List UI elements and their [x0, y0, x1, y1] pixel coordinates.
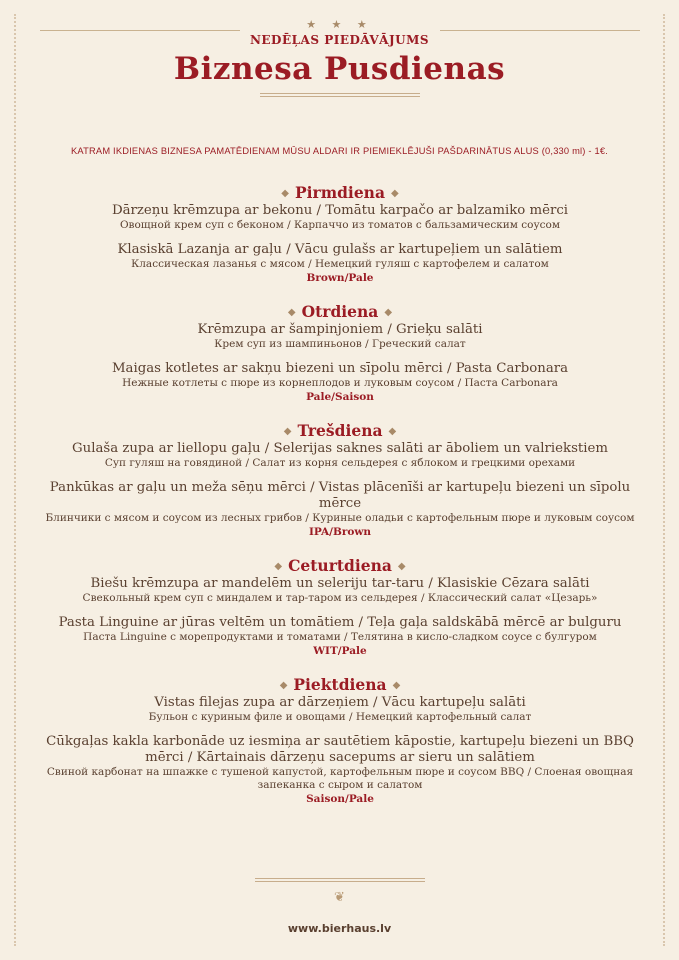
dish-name-latvian: Pasta Linguine ar jūras veltēm un tomātiem / Teļa gaļa saldskābā mērcē ar bulguru — [58, 615, 622, 630]
dish-item — [40, 322, 640, 351]
dish-name-russian: Классическая лазанья с мясом / Немецкий гуляш с картофелем и салатом — [131, 258, 549, 270]
beer-pairing: IPA/Brown — [308, 526, 372, 538]
dish-item — [40, 576, 640, 605]
diamond-ornament-icon: ◆ — [391, 188, 399, 199]
day-section — [40, 184, 640, 285]
dish-item — [40, 203, 640, 232]
website-link[interactable]: www.bierhaus.lv — [287, 922, 392, 935]
day-name: Trešdiena — [297, 421, 383, 440]
dish-item — [40, 615, 640, 658]
dish-name-latvian: Klasiskā Lazanja ar gaļu / Vācu gulašs ar kartupeļiem un salātiem — [117, 242, 563, 257]
dish-item — [40, 734, 640, 806]
dish-name-latvian: Biešu krēmzupa ar mandelēm un seleriju tar-taru / Klasiskie Cēzara salāti — [90, 576, 590, 591]
day-name: Ceturtdiena — [288, 556, 392, 575]
dish-name-russian: Овощной крем суп с беконом / Карпаччо из томатов с бальзамическим соусом — [119, 219, 561, 231]
dish-name-latvian: Dārzeņu krēmzupa ar bekonu / Tomātu karpačo ar balzamiko mērci — [111, 203, 569, 218]
day-name: Otrdiena — [301, 302, 379, 321]
menu-title: Biznesa Pusdienas — [173, 51, 506, 87]
footer-divider — [255, 878, 425, 882]
day-name: Pirmdiena — [294, 183, 385, 202]
beer-offer-notice: KATRAM IKDIENAS BIZNESA PAMATĒDIENAM MŪSU ALDARI IR PIEMIEKLĒJUŠI PAŠDARINĀTUS ALUS (0,330 ml) - 1€. — [71, 146, 608, 156]
day-section — [40, 303, 640, 404]
title-divider — [260, 93, 420, 97]
beer-pairing: WIT/Pale — [313, 645, 367, 657]
dish-item — [40, 242, 640, 285]
day-title — [40, 676, 640, 695]
dish-name-latvian: Krēmzupa ar šampinjoniem / Grieķu salāti — [197, 322, 483, 337]
dish-name-russian: Суп гуляш на говядиной / Салат из корня сельдерея с яблоком и грецкими орехами — [104, 457, 576, 469]
dish-name-russian: Нежные котлеты с пюре из корнеплодов и луковым соусом / Паста Carbonara — [122, 377, 558, 389]
dish-name-latvian: Vistas filejas zupa ar dārzeņiem / Vācu kartupeļu salāti — [154, 695, 526, 710]
day-name: Piektdiena — [293, 675, 387, 694]
weekly-menu — [40, 184, 640, 824]
diamond-ornament-icon: ◆ — [283, 426, 292, 437]
diamond-ornament-icon: ◆ — [384, 307, 393, 318]
day-title — [40, 184, 640, 203]
dish-name-latvian: Maigas kotletes ar sakņu biezeni un sīpolu mērci / Pasta Carbonara — [111, 361, 569, 376]
dish-name-russian: Свиной карбонат на шпажке с тушеной капустой, картофельным пюре и соусом BBQ / Слоеная овощная запеканка с сыром и салатом — [46, 766, 634, 791]
day-section — [40, 557, 640, 658]
day-section — [40, 422, 640, 539]
dish-item — [40, 695, 640, 724]
star-ornament-icon: ★ ★ ★ — [306, 18, 373, 31]
dish-name-russian: Крем суп из шампиньонов / Греческий салат — [214, 338, 466, 350]
beer-pairing: Pale/Saison — [306, 391, 374, 403]
dish-name-russian: Блинчики с мясом и соусом из лесных грибов / Куриные оладьи с картофельным пюре и луковым соусом — [45, 512, 635, 524]
diamond-ornament-icon: ◆ — [279, 680, 288, 691]
diamond-ornament-icon: ◆ — [388, 426, 397, 437]
footer-ornament — [0, 878, 679, 905]
dish-item — [40, 361, 640, 404]
fleuron-icon: ❦ — [334, 890, 345, 905]
dish-item — [40, 480, 640, 539]
dish-name-latvian: Gulaša zupa ar liellopu gaļu / Selerijas saknes salāti ar āboliem un valriekstiem — [72, 441, 608, 456]
diamond-ornament-icon: ◆ — [287, 307, 296, 318]
dish-item — [40, 441, 640, 470]
diamond-ornament-icon: ◆ — [392, 680, 401, 691]
day-title — [40, 303, 640, 322]
dish-name-latvian: Cūkgaļas kakla karbonāde uz iesmiņa ar sautētiem kāpostie, kartupeļu biezeni un BBQ mērci / Kārtainais dārzeņu sacepums ar sieru un salātiem — [46, 734, 634, 765]
dish-name-russian: Паста Linguine с морепродуктами и томатами / Телятина в кисло-сладком соусе с булгуром — [83, 631, 597, 643]
dish-name-russian: Свекольный крем суп с миндалем и тар-таром из сельдерея / Классический салат «Цезарь» — [82, 592, 598, 604]
menu-subtitle: NEDĒĻAS PIEDĀVĀJUMS — [249, 33, 430, 47]
beer-pairing: Brown/Pale — [306, 272, 374, 284]
dish-name-latvian: Pankūkas ar gaļu un meža sēņu mērci / Vistas plācenīši ar kartupeļu biezeni un sīpolu mērce — [49, 480, 631, 511]
beer-pairing: Saison/Pale — [306, 793, 374, 805]
diamond-ornament-icon: ◆ — [281, 188, 289, 199]
day-section — [40, 676, 640, 806]
diamond-ornament-icon: ◆ — [397, 561, 406, 572]
diamond-ornament-icon: ◆ — [274, 561, 283, 572]
day-title — [40, 422, 640, 441]
menu-header — [0, 14, 679, 97]
day-title — [40, 557, 640, 576]
dish-name-russian: Бульон с куриным филе и овощами / Немецкий картофельный салат — [148, 711, 532, 723]
